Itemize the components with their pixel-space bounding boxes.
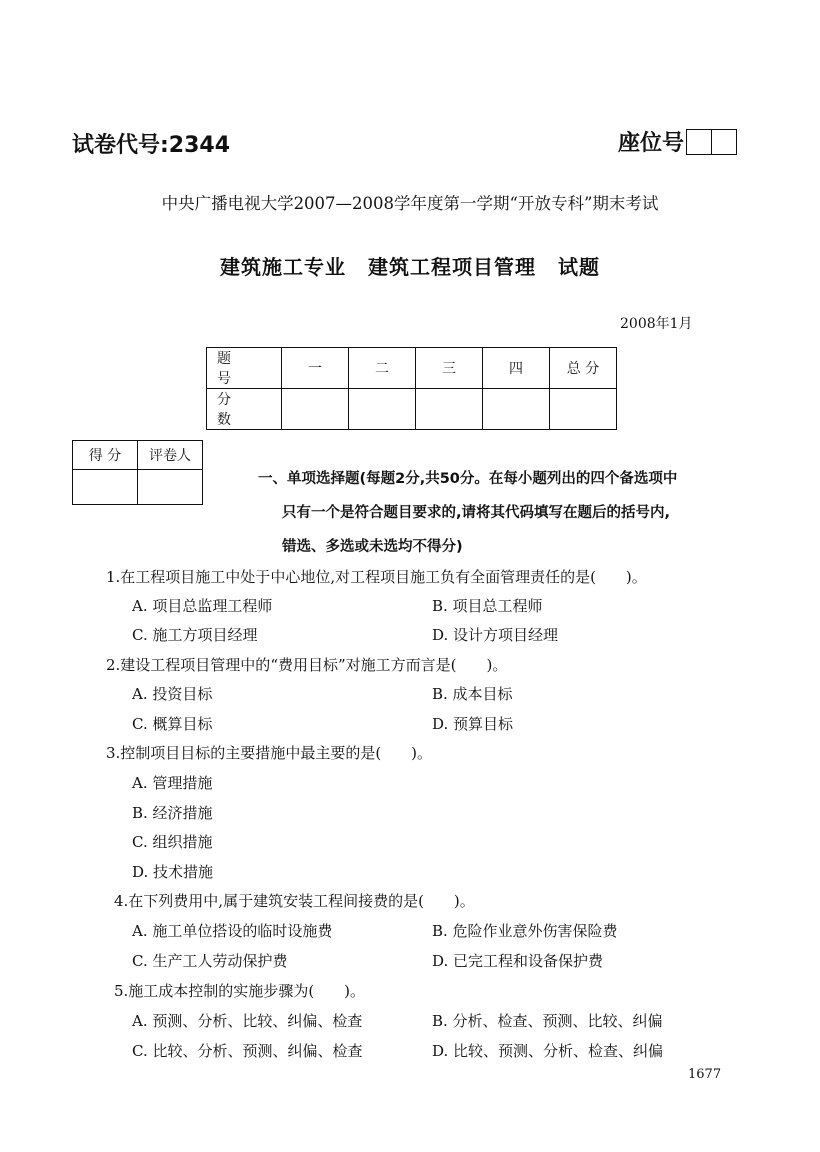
question-option: A. 投资目标 [132,685,213,703]
section-line: 一、单项选择题(每题2分,共50分。在每小题列出的四个备选项中 [258,471,678,487]
score-header-cell: 四 [483,348,550,389]
question-option: C. 组织措施 [132,833,213,851]
major-name: 建筑施工专业 [220,255,346,279]
score-header-cell: 总 分 [550,348,617,389]
seat-box [712,129,737,155]
section-line: 只有一个是符合题目要求的,请将其代码填写在题后的括号内, [282,505,671,521]
course-name: 建筑工程项目管理 [368,255,536,279]
score-header-cell: 二 [349,348,416,389]
seat-boxes [686,129,737,155]
grader-score-cell [73,470,138,505]
question-stem: 1.在工程项目施工中处于中心地位,对工程项目施工负有全面管理责任的是( )。 [106,568,647,586]
score-cell [349,389,416,430]
question-option: B. 成本目标 [432,685,513,703]
exam-date: 2008年1月 [620,316,693,332]
grader-score-label: 得 分 [73,441,138,470]
score-table [206,347,617,430]
grader-name-cell [138,470,203,505]
section-line: 错选、多选或未选均不得分) [282,539,463,555]
question-stem: 2.建设工程项目管理中的“费用目标”对施工方而言是( )。 [106,656,508,674]
seat-box [686,129,712,155]
question-option: C. 比较、分析、预测、纠偏、检查 [132,1042,363,1060]
question-option: D. 预算目标 [432,715,514,733]
question-option: B. 危险作业意外伤害保险费 [432,922,618,940]
question-option: B. 项目总工程师 [432,597,543,615]
score-header-label: 题 号 [207,348,282,389]
seat-label: 座位号 [618,131,685,156]
score-cell [483,389,550,430]
paper-code: 试卷代号:2344 [72,133,231,158]
score-header-cell: 一 [282,348,349,389]
grader-name-label: 评卷人 [138,441,203,470]
seat-number [618,126,737,157]
question-stem: 4.在下列费用中,属于建筑安装工程间接费的是( )。 [114,892,475,910]
question-stem: 5.施工成本控制的实施步骤为( )。 [114,982,366,1000]
question-option: C. 生产工人劳动保护费 [132,952,288,970]
question-option: D. 设计方项目经理 [432,626,559,644]
score-cell [416,389,483,430]
score-header-cell: 三 [416,348,483,389]
grader-box [72,440,203,505]
subject-title [0,251,820,280]
score-table-header-row [207,348,617,389]
question-stem: 3.控制项目目标的主要措施中最主要的是( )。 [106,744,433,762]
question-option: D. 比较、预测、分析、检查、纠偏 [432,1042,664,1060]
question-option: B. 经济措施 [132,804,213,822]
question-option: D. 已完工程和设备保护费 [432,952,604,970]
score-row-label: 分 数 [207,389,282,430]
question-option: C. 施工方项目经理 [132,626,258,644]
page-number: 1677 [688,1067,722,1082]
score-cell [282,389,349,430]
question-option: D. 技术措施 [132,863,214,881]
question-option: A. 项目总监理工程师 [132,597,273,615]
question-option: B. 分析、检查、预测、比较、纠偏 [432,1012,663,1030]
section-instructions [258,462,758,564]
question-option: C. 概算目标 [132,715,213,733]
score-table-value-row [207,389,617,430]
subject-suffix: 试题 [558,255,600,279]
score-cell [550,389,617,430]
question-option: A. 管理措施 [132,774,213,792]
exam-title: 中央广播电视大学2007—2008学年度第一学期“开放专科”期末考试 [161,194,659,213]
question-option: A. 预测、分析、比较、纠偏、检查 [132,1012,363,1030]
question-option: A. 施工单位搭设的临时设施费 [132,922,333,940]
